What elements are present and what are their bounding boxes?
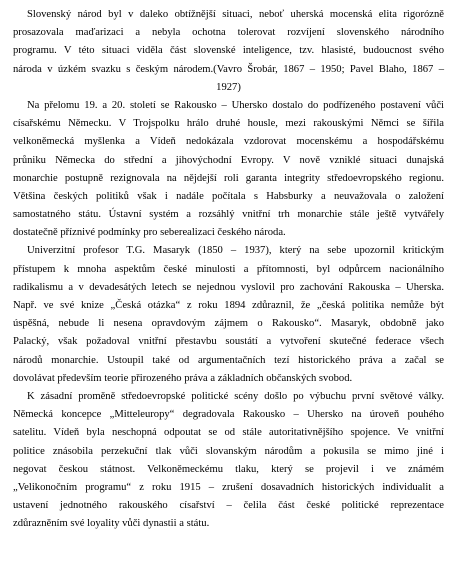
text-line: národa v úzkém svazku s českým národem.(Vavro Šrobár, 1867 – 1950; Pavel Blaho, 1867 – [13,63,444,75]
text-line: prosazovala maďarizaci a nebyla ochotna tolerovat rozvíjení slovenského národního [13,27,444,39]
text-line: Např. ve své knize „Česká otázka“ z roku 1894 zdůraznil, že „česká politika nemůže být [13,300,444,311]
text-line: přístupem k mnoha aspektům české minulosti a přítomnosti, byl odpůrcem nacionálního [13,263,444,275]
text-line: Univerzitní profesor T.G. Masaryk (1850 – 1937), který na sebe upozornil kritickým [27,245,444,257]
text-line: národů monarchie. Ustoupil také od argumentačních tezí historického práva a začal se [13,354,444,366]
paragraph-slovak-nation [13,6,444,97]
paragraph-austria-hungary [13,97,444,243]
text-line: samostatného státu. Ústavní systém a rozsáhlý vnitřní trh monarchie stále ještě vytvářely [13,209,444,221]
text-line: Většina českých politiků však i nadále počítala s Habsburky a neuvažovala o založení [13,190,444,202]
text-line: negovat českou státnost. Velkoněmeckému tlaku, který se projevil i ve známém [13,463,444,475]
text-line: K zásadní proměně středoevropské politické scény došlo po výbuchu první světové války. [27,390,444,402]
text-line: „Velikonočním programu“ z roku 1915 – zrušení dosavadních historických individualit a [13,481,444,493]
text-line: úspěšná, nebude li nesena opravdovým zájmem o Rakousko“. Masaryk, obdobně jako [13,318,444,330]
text-line: ustavení jednotného rakouského císařství – čelila část české politické reprezentace [13,500,444,512]
text-line: průniku Německa do střední a jihovýchodní Evropy. V nově vzniklé situaci dunajská [13,154,444,166]
paragraph-world-war [13,388,444,534]
text-line: 1927) [216,81,241,93]
text-line: satelitu. Vídeň byla neschopná odpoutat se od stále autoritativnějšího spojence. Ve vnitřní [13,427,444,439]
document-text [13,6,444,533]
text-line: Palacký, však požadoval vnitřní přestavbu soustátí a vytvoření skutečné federace všech [13,336,444,348]
text-line: císařskému Německu. V Trojspolku hrálo druhé housle, mezi rakouskými Němci se šířila [13,118,444,130]
text-line: programu. V této situaci viděla část slovenské inteligence, tzv. hlasisté, budoucnost svého [13,45,444,57]
text-line: monarchie postupně rezignovala na nějdejší roli garanta integrity středoevropského regionu. [13,172,444,184]
text-line: Německá koncepce „Mitteleuropy“ degradovala Rakousko – Uhersko na úroveň pouhého [13,409,444,421]
text-line: Slovenský národ byl v daleko obtížnější situaci, neboť uherská mocenská elita rigorózně [27,9,444,20]
text-line: zdůrazněním své loyality vůči dynastii a státu. [13,518,210,530]
text-line: radikalismu a v devadesátých letech se nejednou vyslovil pro zachování Rakouska – Uherska. [13,281,444,293]
text-line: dostatečně příznivé podmínky pro seberealizaci českého národa. [13,227,286,239]
text-line: velkoněmecká myšlenka a Vídeň nedokázala vzdorovat mocenskému a hospodářskému [13,136,444,148]
text-line: politice znásobila perzekuční tlak vůči slovanským národům a pokusila se mimo jiné i [13,445,444,457]
paragraph-masaryk [13,242,444,388]
text-line: dovolávat především teorie přirozeného práva a základních občanských svobod. [13,372,353,384]
text-line: Na přelomu 19. a 20. století se Rakousko – Uhersko dostalo do podřízeného postavení vůči [27,99,444,111]
